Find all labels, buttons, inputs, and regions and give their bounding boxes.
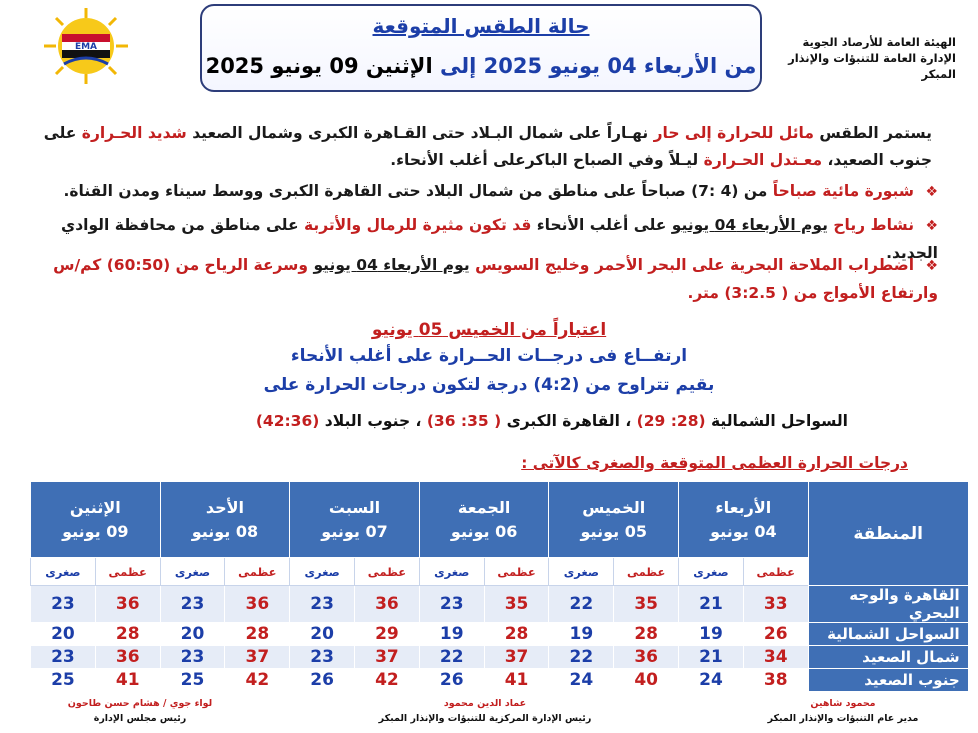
date-range [202, 54, 760, 78]
org-line-1: الهيئة العامة للأرصاد الجوية [802, 35, 956, 49]
bullet-marine [48, 252, 938, 307]
min-temp-cell: 22 [549, 586, 614, 623]
min-temp-cell: 24 [679, 669, 744, 692]
max-temp-cell: 33 [743, 586, 808, 623]
min-temp-cell: 19 [679, 623, 744, 646]
signature-title: رئيس مجلس الإدارة [93, 713, 187, 724]
min-temp-cell: 23 [160, 646, 225, 669]
region-header: المنطقة [808, 482, 968, 586]
summary-g: ليـلاً وفي الصباح الباكرعلى أغلب الأنحاء. [390, 151, 699, 169]
forecast-table [30, 481, 969, 692]
logo-text: EMA [74, 42, 98, 52]
table-row [31, 586, 969, 623]
max-temp-cell: 26 [743, 623, 808, 646]
max-label: عظمى [743, 558, 808, 586]
summary-e: على جنوب الصعيد، [43, 124, 932, 169]
day-header: الأحد 08 يونيو [160, 482, 290, 558]
max-temp-cell: 35 [614, 586, 679, 623]
min-label: صغرى [419, 558, 484, 586]
max-temp-cell: 36 [355, 586, 420, 623]
min-temp-cell: 25 [31, 669, 96, 692]
signature-1 [738, 696, 948, 726]
max-temp-cell: 28 [95, 623, 160, 646]
bullet-marine-c: وسرعة الرياح من (60:50) كم/س وارتفاع الأمواج من ( 3:2.5) متر. [53, 256, 938, 302]
min-temp-cell: 23 [290, 646, 355, 669]
day-header: السبت 07 يونيو [290, 482, 420, 558]
min-temp-cell: 23 [31, 646, 96, 669]
max-temp-cell: 37 [225, 646, 290, 669]
day-header: الخميس 05 يونيو [549, 482, 679, 558]
region-name: القاهرة والوجه البحري [808, 586, 968, 623]
max-temp-cell: 42 [355, 669, 420, 692]
day-header: الأربعاء 04 يونيو [679, 482, 809, 558]
outlook-subhead: اعتباراً من الخميس 05 يونيو [371, 320, 607, 340]
max-label: عظمى [484, 558, 549, 586]
bullet-marine-a: اضطراب الملاحة البحرية على البحر الأحمر وخليج السويس [475, 256, 915, 274]
title-box [200, 4, 762, 92]
org-line-2: الإدارة العامة للتنبؤات والإنذار المبكر [788, 51, 956, 81]
diamond-bullet-icon: ❖ [925, 258, 938, 274]
min-temp-cell: 24 [549, 669, 614, 692]
south-value: (42:36) [255, 412, 320, 430]
min-label: صغرى [31, 558, 96, 586]
max-label: عظمى [614, 558, 679, 586]
max-label: عظمى [225, 558, 290, 586]
day-header: الإثنين 09 يونيو [31, 482, 161, 558]
organization-name [756, 34, 956, 82]
min-temp-cell: 22 [419, 646, 484, 669]
range-separator: إلى [439, 54, 477, 78]
coast-label: السواحل الشمالية [710, 412, 848, 430]
page-title: حالة الطقس المتوقعة [372, 14, 590, 38]
diamond-bullet-icon: ❖ [925, 184, 938, 200]
outlook-line-2: بقيم تتراوح من (4:2) درجة لتكون درجات الحرارة على [263, 375, 715, 395]
max-temp-cell: 41 [484, 669, 549, 692]
min-temp-cell: 20 [160, 623, 225, 646]
min-temp-cell: 23 [31, 586, 96, 623]
max-temp-cell: 28 [614, 623, 679, 646]
max-temp-cell: 36 [225, 586, 290, 623]
max-temp-cell: 28 [225, 623, 290, 646]
max-temp-cell: 34 [743, 646, 808, 669]
max-temp-cell: 28 [484, 623, 549, 646]
min-temp-cell: 21 [679, 586, 744, 623]
summary-d: شديد الحـرارة [81, 124, 187, 142]
max-temp-cell: 37 [484, 646, 549, 669]
max-label: عظمى [355, 558, 420, 586]
min-temp-cell: 26 [290, 669, 355, 692]
min-temp-cell: 20 [290, 623, 355, 646]
table-title: درجات الحرارة العظمى المتوقعة والصغرى كالآتى : [521, 454, 908, 472]
cairo-label: ، القاهرة الكبرى [506, 412, 632, 430]
max-temp-cell: 38 [743, 669, 808, 692]
range-to: الإثنين 09 يونيو 2025 [205, 54, 433, 78]
min-temp-cell: 26 [419, 669, 484, 692]
min-temp-cell: 23 [290, 586, 355, 623]
signature-name: محمود شاهين [810, 698, 876, 709]
min-label: صغرى [679, 558, 744, 586]
summary-a: يستمر الطقس [819, 124, 932, 142]
max-temp-cell: 41 [95, 669, 160, 692]
region-name: شمال الصعيد [808, 646, 968, 669]
max-temp-cell: 29 [355, 623, 420, 646]
bullet-wind-c: على أغلب الأنحاء [536, 216, 667, 234]
ema-logo [38, 6, 134, 86]
max-temp-cell: 36 [95, 586, 160, 623]
signature-title: مدير عام التنبؤات والإنذار المبكر [767, 713, 919, 724]
max-label: عظمى [95, 558, 160, 586]
min-temp-cell: 21 [679, 646, 744, 669]
bullet-wind-b: يوم الأربعاء 04 يونيو [671, 216, 828, 234]
region-name: جنوب الصعيد [808, 669, 968, 692]
min-temp-cell: 25 [160, 669, 225, 692]
coast-value: (28: 29) [636, 412, 706, 430]
bullet-fog [48, 178, 938, 206]
table-row [31, 669, 969, 692]
logo-sun-icon [38, 6, 134, 86]
min-label: صغرى [290, 558, 355, 586]
outlook-line-1: ارتفــاع فى درجــات الحــرارة على أغلب الأنحاء [290, 346, 688, 366]
signature-name: عماد الدين محمود [443, 698, 527, 709]
bullet-wind-a: نشاط رياح [833, 216, 915, 234]
bullet-marine-b: يوم الأربعاء 04 يونيو [313, 256, 470, 274]
max-temp-cell: 42 [225, 669, 290, 692]
range-from: من الأربعاء 04 يونيو 2025 [483, 54, 757, 78]
max-temp-cell: 36 [614, 646, 679, 669]
max-temp-cell: 36 [95, 646, 160, 669]
signature-name: لواء جوي / هشام حسن طاحون [67, 698, 213, 709]
bullet-wind-d: قد تكون مثيرة للرمال والأتربة [304, 216, 532, 234]
min-label: صغرى [549, 558, 614, 586]
cairo-value: ( 35: 36) [426, 412, 502, 430]
signature-2 [340, 696, 630, 726]
bullet-fog-a: شبورة مائية صباحاً [772, 182, 915, 200]
min-temp-cell: 23 [160, 586, 225, 623]
max-temp-cell: 35 [484, 586, 549, 623]
summary-f: معـتدل الحـرارة [703, 151, 823, 169]
signature-3 [30, 696, 250, 726]
min-label: صغرى [160, 558, 225, 586]
max-temp-cell: 37 [355, 646, 420, 669]
bullet-wind-e: على مناطق من محافظة الوادي الجديد. [60, 216, 938, 262]
diamond-bullet-icon: ❖ [925, 218, 938, 234]
min-temp-cell: 19 [419, 623, 484, 646]
outlook-temperatures [256, 412, 848, 430]
region-name: السواحل الشمالية [808, 623, 968, 646]
table-row [31, 646, 969, 669]
min-temp-cell: 19 [549, 623, 614, 646]
summary-c: نهـاراً على شمال البـلاد حتى القـاهرة الكبرى وشمال الصعيد [192, 124, 649, 142]
min-temp-cell: 23 [419, 586, 484, 623]
table-row [31, 623, 969, 646]
min-temp-cell: 22 [549, 646, 614, 669]
summary-b: مائل للحرارة إلى حار [653, 124, 814, 142]
south-label: ، جنوب البلاد [324, 412, 422, 430]
summary-paragraph [42, 120, 932, 174]
signature-title: رئيس الإدارة المركزية للتنبؤات والإنذار المبكر [378, 713, 592, 724]
day-header: الجمعة 06 يونيو [419, 482, 549, 558]
max-temp-cell: 40 [614, 669, 679, 692]
bullet-fog-b: من (4 :7) صباحاً على مناطق من شمال البلاد حتى القاهرة الكبرى ووسط سيناء ومدن القناة. [63, 182, 768, 200]
min-temp-cell: 20 [31, 623, 96, 646]
